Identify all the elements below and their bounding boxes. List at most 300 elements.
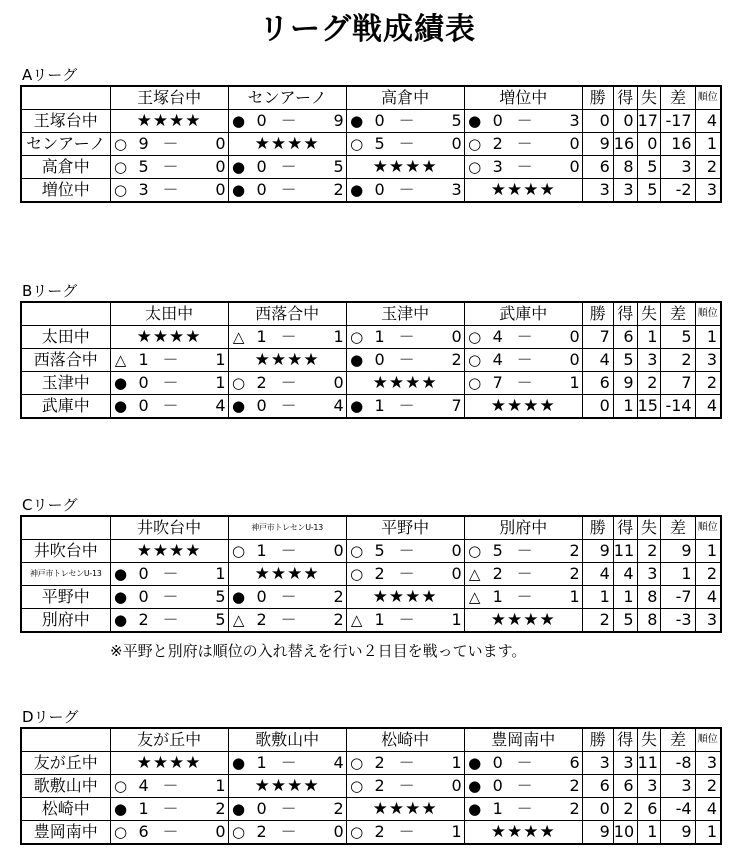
self-match-mark: ★★★★ bbox=[136, 541, 202, 561]
team-row bbox=[21, 372, 721, 395]
match-cell bbox=[110, 821, 228, 845]
rank-value: 3 bbox=[695, 609, 721, 633]
league-b bbox=[20, 282, 722, 419]
score-dash: － bbox=[162, 822, 179, 841]
corner-cell bbox=[21, 516, 110, 540]
match-cell bbox=[228, 798, 346, 821]
match-cell bbox=[346, 821, 464, 845]
match-cell bbox=[464, 586, 582, 609]
score-against: 0 bbox=[569, 157, 580, 176]
result-symbol: ○ bbox=[232, 823, 246, 841]
score-for: 4 bbox=[138, 776, 149, 795]
result-symbol: ○ bbox=[468, 542, 482, 560]
row-team-name: 西落合中 bbox=[21, 349, 110, 372]
score-dash: － bbox=[398, 564, 415, 583]
self-match-mark: ★★★★ bbox=[254, 776, 320, 796]
result-symbol: △ bbox=[232, 328, 245, 346]
result-symbol: ● bbox=[114, 374, 128, 392]
score-against: 0 bbox=[451, 541, 462, 560]
diff-value: 9 bbox=[661, 821, 695, 845]
match-cell bbox=[110, 775, 228, 798]
diff-value: -14 bbox=[661, 395, 695, 419]
result-symbol: ● bbox=[232, 588, 246, 606]
row-team-name: 増位中 bbox=[21, 179, 110, 203]
score-against: 2 bbox=[215, 799, 226, 818]
conceded-value: 6 bbox=[637, 798, 661, 821]
score-dash: － bbox=[280, 541, 297, 560]
conceded-value: 17 bbox=[637, 110, 661, 133]
result-symbol: ○ bbox=[114, 181, 128, 199]
scored-value: 4 bbox=[613, 563, 637, 586]
diff-value: 3 bbox=[661, 775, 695, 798]
corner-cell bbox=[21, 86, 110, 110]
diff-header: 差 bbox=[661, 302, 695, 326]
score-dash: － bbox=[280, 587, 297, 606]
result-symbol: ○ bbox=[468, 328, 482, 346]
result-symbol: ○ bbox=[350, 542, 364, 560]
team-row bbox=[21, 540, 721, 563]
scored-value: 6 bbox=[613, 775, 637, 798]
team-row bbox=[21, 395, 721, 419]
score-for: 0 bbox=[492, 753, 503, 772]
scored-value: 5 bbox=[613, 349, 637, 372]
score-for: 0 bbox=[374, 350, 385, 369]
wins-header: 勝 bbox=[582, 86, 613, 110]
wins-value: 6 bbox=[582, 372, 613, 395]
score-dash: － bbox=[398, 134, 415, 153]
conceded-value: 2 bbox=[637, 540, 661, 563]
score-against: 0 bbox=[215, 134, 226, 153]
row-team-name: 高倉中 bbox=[21, 156, 110, 179]
rank-value: 2 bbox=[695, 775, 721, 798]
match-cell bbox=[346, 586, 464, 609]
diff-header: 差 bbox=[661, 516, 695, 540]
score-for: 2 bbox=[256, 610, 267, 629]
column-team-name: 西落合中 bbox=[228, 302, 346, 326]
match-cell bbox=[228, 395, 346, 419]
score-dash: － bbox=[280, 396, 297, 415]
scored-value: 3 bbox=[613, 752, 637, 775]
score-dash: － bbox=[162, 396, 179, 415]
score-against: 0 bbox=[569, 327, 580, 346]
column-team-name: 玉津中 bbox=[346, 302, 464, 326]
score-for: 1 bbox=[256, 753, 267, 772]
scored-value: 1 bbox=[613, 586, 637, 609]
self-match-mark: ★★★★ bbox=[136, 327, 202, 347]
conceded-value: 0 bbox=[637, 133, 661, 156]
result-symbol: ● bbox=[468, 754, 482, 772]
column-team-name: 王塚台中 bbox=[110, 86, 228, 110]
column-team-name: 神戸市トレセンU-13 bbox=[228, 516, 346, 540]
score-dash: － bbox=[280, 157, 297, 176]
row-team-name: 平野中 bbox=[21, 586, 110, 609]
score-dash: － bbox=[398, 822, 415, 841]
diff-value: 7 bbox=[661, 372, 695, 395]
match-cell bbox=[346, 798, 464, 821]
score-dash: － bbox=[162, 373, 179, 392]
score-for: 5 bbox=[492, 541, 503, 560]
result-symbol: ● bbox=[468, 800, 482, 818]
score-against: 5 bbox=[333, 157, 344, 176]
rank-value: 2 bbox=[695, 372, 721, 395]
result-symbol: ● bbox=[114, 611, 128, 629]
score-dash: － bbox=[516, 564, 533, 583]
row-team-name: 太田中 bbox=[21, 326, 110, 349]
team-row bbox=[21, 326, 721, 349]
result-symbol: ● bbox=[232, 181, 246, 199]
score-dash: － bbox=[398, 180, 415, 199]
diff-value: -8 bbox=[661, 752, 695, 775]
score-dash: － bbox=[516, 327, 533, 346]
standings-table bbox=[20, 727, 722, 845]
conceded-value: 5 bbox=[637, 156, 661, 179]
row-team-name: 豊岡南中 bbox=[21, 821, 110, 845]
wins-value: 0 bbox=[582, 395, 613, 419]
score-dash: － bbox=[280, 610, 297, 629]
standings-table bbox=[20, 85, 722, 203]
match-cell bbox=[346, 395, 464, 419]
match-cell bbox=[346, 156, 464, 179]
row-team-name: 歌敷山中 bbox=[21, 775, 110, 798]
scored-value: 2 bbox=[613, 798, 637, 821]
header-row bbox=[21, 86, 721, 110]
score-for: 0 bbox=[492, 776, 503, 795]
team-row bbox=[21, 798, 721, 821]
score-dash: － bbox=[516, 799, 533, 818]
score-against: 5 bbox=[215, 610, 226, 629]
score-dash: － bbox=[516, 373, 533, 392]
row-team-name: 神戸市トレセンU-13 bbox=[21, 563, 110, 586]
score-dash: － bbox=[280, 822, 297, 841]
standings-table bbox=[20, 515, 722, 633]
wins-value: 0 bbox=[582, 798, 613, 821]
score-for: 1 bbox=[256, 541, 267, 560]
wins-value: 9 bbox=[582, 133, 613, 156]
match-cell bbox=[464, 609, 582, 633]
match-cell bbox=[228, 179, 346, 203]
diff-value: -2 bbox=[661, 179, 695, 203]
column-team-name: 高倉中 bbox=[346, 86, 464, 110]
scored-value: 6 bbox=[613, 326, 637, 349]
rank-value: 4 bbox=[695, 395, 721, 419]
conceded-value: 3 bbox=[637, 775, 661, 798]
score-for: 1 bbox=[492, 799, 503, 818]
rank-header: 順位 bbox=[695, 516, 721, 540]
scored-value: 16 bbox=[613, 133, 637, 156]
team-row bbox=[21, 586, 721, 609]
score-for: 5 bbox=[138, 157, 149, 176]
wins-value: 3 bbox=[582, 752, 613, 775]
match-cell bbox=[110, 752, 228, 775]
score-for: 2 bbox=[374, 776, 385, 795]
self-match-mark: ★★★★ bbox=[490, 396, 556, 416]
rank-header: 順位 bbox=[695, 302, 721, 326]
score-for: 0 bbox=[138, 396, 149, 415]
match-cell bbox=[228, 133, 346, 156]
result-symbol: ● bbox=[114, 588, 128, 606]
match-cell bbox=[110, 179, 228, 203]
score-against: 1 bbox=[569, 373, 580, 392]
score-dash: － bbox=[398, 776, 415, 795]
match-cell bbox=[110, 563, 228, 586]
score-against: 0 bbox=[215, 180, 226, 199]
result-symbol: △ bbox=[468, 565, 481, 583]
rank-header: 順位 bbox=[695, 728, 721, 752]
score-against: 0 bbox=[451, 134, 462, 153]
score-for: 0 bbox=[256, 587, 267, 606]
team-row bbox=[21, 821, 721, 845]
score-for: 0 bbox=[374, 111, 385, 130]
score-against: 7 bbox=[451, 396, 462, 415]
score-against: 1 bbox=[569, 587, 580, 606]
score-for: 2 bbox=[138, 610, 149, 629]
row-team-name: 松崎中 bbox=[21, 798, 110, 821]
result-symbol: ○ bbox=[350, 135, 364, 153]
score-against: 5 bbox=[451, 111, 462, 130]
rank-value: 1 bbox=[695, 821, 721, 845]
score-against: 9 bbox=[333, 111, 344, 130]
score-against: 0 bbox=[333, 822, 344, 841]
score-dash: － bbox=[280, 180, 297, 199]
score-against: 0 bbox=[451, 327, 462, 346]
score-against: 4 bbox=[333, 396, 344, 415]
self-match-mark: ★★★★ bbox=[490, 180, 556, 200]
score-dash: － bbox=[280, 753, 297, 772]
conceded-value: 8 bbox=[637, 609, 661, 633]
score-for: 2 bbox=[492, 134, 503, 153]
score-for: 5 bbox=[374, 134, 385, 153]
diff-value: 3 bbox=[661, 156, 695, 179]
score-against: 0 bbox=[451, 776, 462, 795]
score-for: 3 bbox=[138, 180, 149, 199]
result-symbol: ○ bbox=[114, 823, 128, 841]
result-symbol: ● bbox=[232, 754, 246, 772]
score-for: 2 bbox=[492, 564, 503, 583]
score-against: 0 bbox=[215, 157, 226, 176]
self-match-mark: ★★★★ bbox=[372, 799, 438, 819]
match-cell bbox=[228, 110, 346, 133]
score-for: 2 bbox=[374, 822, 385, 841]
result-symbol: △ bbox=[114, 351, 127, 369]
score-dash: － bbox=[398, 610, 415, 629]
conceded-value: 1 bbox=[637, 326, 661, 349]
self-match-mark: ★★★★ bbox=[490, 822, 556, 842]
row-team-name: 玉津中 bbox=[21, 372, 110, 395]
row-team-name: 友が丘中 bbox=[21, 752, 110, 775]
scored-value: 5 bbox=[613, 609, 637, 633]
match-cell bbox=[464, 110, 582, 133]
score-for: 4 bbox=[492, 327, 503, 346]
result-symbol: ● bbox=[232, 397, 246, 415]
score-for: 7 bbox=[492, 373, 503, 392]
match-cell bbox=[346, 133, 464, 156]
conceded-value: 15 bbox=[637, 395, 661, 419]
diff-value: -3 bbox=[661, 609, 695, 633]
score-for: 2 bbox=[256, 822, 267, 841]
rank-value: 4 bbox=[695, 586, 721, 609]
score-dash: － bbox=[516, 753, 533, 772]
league-label: Cリーグ bbox=[22, 496, 78, 514]
match-cell bbox=[228, 156, 346, 179]
rank-value: 2 bbox=[695, 563, 721, 586]
score-against: 2 bbox=[333, 587, 344, 606]
wins-value: 3 bbox=[582, 179, 613, 203]
match-cell bbox=[228, 540, 346, 563]
self-match-mark: ★★★★ bbox=[372, 587, 438, 607]
score-for: 4 bbox=[492, 350, 503, 369]
league-label: Bリーグ bbox=[22, 282, 78, 300]
score-dash: － bbox=[162, 776, 179, 795]
column-team-name: 歌敷山中 bbox=[228, 728, 346, 752]
diff-value: 1 bbox=[661, 563, 695, 586]
result-symbol: △ bbox=[350, 611, 363, 629]
score-against: 1 bbox=[451, 610, 462, 629]
result-symbol: ○ bbox=[114, 158, 128, 176]
score-dash: － bbox=[398, 350, 415, 369]
score-dash: － bbox=[162, 587, 179, 606]
match-cell bbox=[464, 563, 582, 586]
score-for: 0 bbox=[256, 157, 267, 176]
row-team-name: 武庫中 bbox=[21, 395, 110, 419]
result-symbol: ● bbox=[232, 158, 246, 176]
self-match-mark: ★★★★ bbox=[136, 111, 202, 131]
wins-value: 1 bbox=[582, 586, 613, 609]
score-for: 1 bbox=[492, 587, 503, 606]
result-symbol: ○ bbox=[350, 328, 364, 346]
score-for: 0 bbox=[374, 180, 385, 199]
score-dash: － bbox=[398, 541, 415, 560]
score-against: 1 bbox=[215, 564, 226, 583]
match-cell bbox=[464, 156, 582, 179]
corner-cell bbox=[21, 302, 110, 326]
score-against: 0 bbox=[451, 564, 462, 583]
result-symbol: ● bbox=[232, 800, 246, 818]
score-dash: － bbox=[516, 541, 533, 560]
team-row bbox=[21, 563, 721, 586]
result-symbol: ○ bbox=[232, 542, 246, 560]
diff-value: -7 bbox=[661, 586, 695, 609]
scored-value: 1 bbox=[613, 395, 637, 419]
match-cell bbox=[228, 752, 346, 775]
team-row bbox=[21, 609, 721, 633]
result-symbol: ○ bbox=[468, 135, 482, 153]
column-team-name: 豊岡南中 bbox=[464, 728, 582, 752]
score-dash: － bbox=[398, 327, 415, 346]
scored-value: 9 bbox=[613, 372, 637, 395]
score-dash: － bbox=[280, 327, 297, 346]
match-cell bbox=[464, 179, 582, 203]
match-cell bbox=[464, 395, 582, 419]
scored-value: 10 bbox=[613, 821, 637, 845]
conceded-header: 失 bbox=[637, 516, 661, 540]
league-d bbox=[20, 708, 722, 845]
match-cell bbox=[228, 609, 346, 633]
team-row bbox=[21, 179, 721, 203]
score-dash: － bbox=[280, 799, 297, 818]
score-dash: － bbox=[398, 396, 415, 415]
self-match-mark: ★★★★ bbox=[372, 157, 438, 177]
result-symbol: △ bbox=[468, 588, 481, 606]
row-team-name: 井吹台中 bbox=[21, 540, 110, 563]
score-dash: － bbox=[162, 180, 179, 199]
match-cell bbox=[110, 326, 228, 349]
conceded-value: 5 bbox=[637, 179, 661, 203]
result-symbol: ○ bbox=[114, 777, 128, 795]
rank-value: 2 bbox=[695, 156, 721, 179]
column-team-name: 平野中 bbox=[346, 516, 464, 540]
match-cell bbox=[110, 156, 228, 179]
column-team-name: 武庫中 bbox=[464, 302, 582, 326]
result-symbol: △ bbox=[232, 611, 245, 629]
score-against: 0 bbox=[569, 134, 580, 153]
column-team-name: 井吹台中 bbox=[110, 516, 228, 540]
column-team-name: 友が丘中 bbox=[110, 728, 228, 752]
match-cell bbox=[464, 540, 582, 563]
score-against: 0 bbox=[569, 350, 580, 369]
wins-value: 6 bbox=[582, 775, 613, 798]
rank-header: 順位 bbox=[695, 86, 721, 110]
score-against: 4 bbox=[215, 396, 226, 415]
wins-value: 6 bbox=[582, 156, 613, 179]
match-cell bbox=[346, 752, 464, 775]
scored-header: 得 bbox=[613, 86, 637, 110]
rank-value: 3 bbox=[695, 752, 721, 775]
result-symbol: ○ bbox=[468, 374, 482, 392]
score-against: 3 bbox=[569, 111, 580, 130]
match-cell bbox=[464, 133, 582, 156]
rank-value: 1 bbox=[695, 326, 721, 349]
score-against: 2 bbox=[451, 350, 462, 369]
score-for: 0 bbox=[256, 111, 267, 130]
wins-value: 2 bbox=[582, 609, 613, 633]
conceded-value: 2 bbox=[637, 372, 661, 395]
score-for: 0 bbox=[138, 587, 149, 606]
page-title: リーグ戦成績表 bbox=[259, 12, 476, 47]
wins-value: 7 bbox=[582, 326, 613, 349]
score-dash: － bbox=[162, 610, 179, 629]
score-for: 2 bbox=[374, 564, 385, 583]
match-cell bbox=[228, 586, 346, 609]
match-cell bbox=[110, 540, 228, 563]
wins-value: 4 bbox=[582, 349, 613, 372]
score-for: 0 bbox=[256, 799, 267, 818]
score-against: 0 bbox=[333, 373, 344, 392]
self-match-mark: ★★★★ bbox=[254, 350, 320, 370]
conceded-value: 3 bbox=[637, 349, 661, 372]
score-dash: － bbox=[398, 753, 415, 772]
match-cell bbox=[464, 372, 582, 395]
score-dash: － bbox=[516, 587, 533, 606]
result-symbol: ○ bbox=[350, 565, 364, 583]
league-label: Aリーグ bbox=[22, 66, 78, 84]
match-cell bbox=[346, 110, 464, 133]
team-row bbox=[21, 110, 721, 133]
match-cell bbox=[228, 563, 346, 586]
diff-value: -17 bbox=[661, 110, 695, 133]
match-cell bbox=[464, 821, 582, 845]
wins-header: 勝 bbox=[582, 302, 613, 326]
header-row bbox=[21, 728, 721, 752]
score-against: 2 bbox=[333, 610, 344, 629]
conceded-header: 失 bbox=[637, 728, 661, 752]
score-dash: － bbox=[516, 350, 533, 369]
match-cell bbox=[346, 563, 464, 586]
score-for: 1 bbox=[138, 350, 149, 369]
column-team-name: 松崎中 bbox=[346, 728, 464, 752]
match-cell bbox=[110, 798, 228, 821]
match-cell bbox=[464, 752, 582, 775]
score-against: 2 bbox=[569, 541, 580, 560]
